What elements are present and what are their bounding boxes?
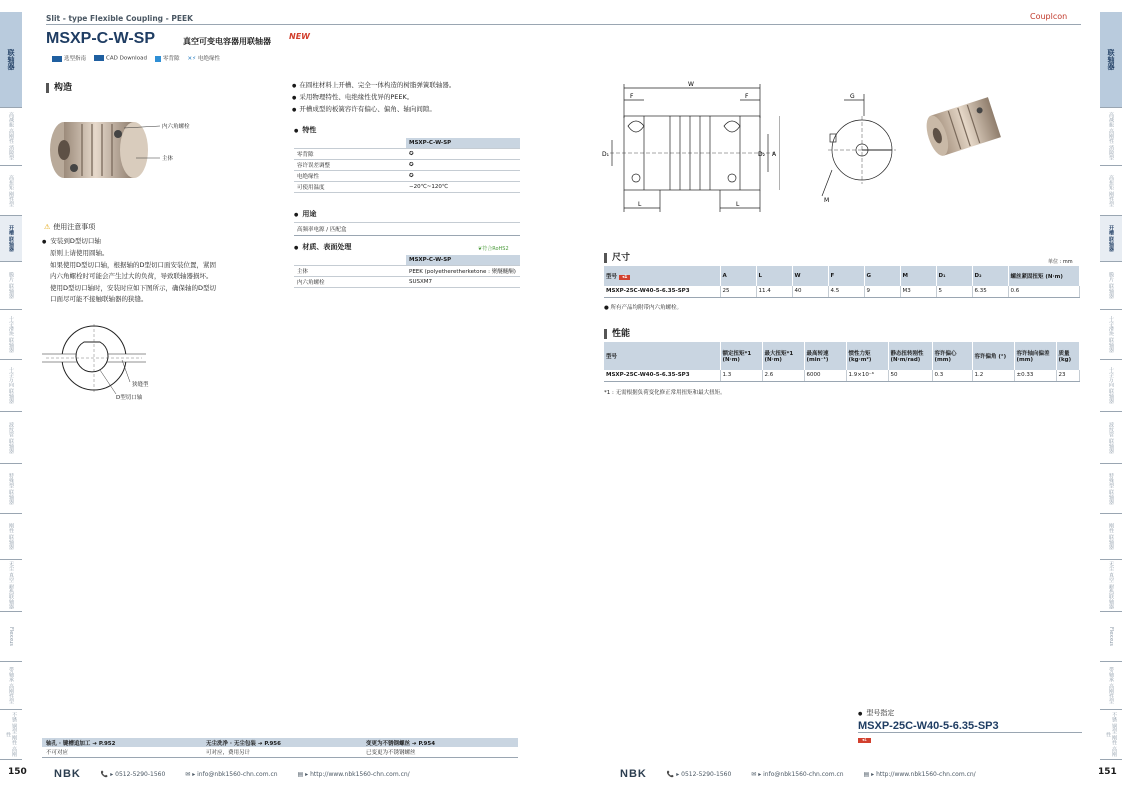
dimensions-title: 尺寸	[604, 250, 630, 263]
coupling-photo	[44, 100, 194, 190]
side-tab[interactable]: 刚性 联轴器	[0, 514, 22, 560]
performance-title: 性能	[604, 326, 630, 339]
structure-section-title: 构造	[46, 80, 72, 93]
side-tab-coupling[interactable]: 联轴器	[0, 12, 22, 108]
dimensions-note: ● 所有产品均附带内六角螺栓。	[604, 305, 683, 311]
dim-F-left: F	[630, 93, 634, 100]
spec-table: MSXP-C-W-SP 零背隙 ✪ 容许误差调整 ✪ 电绝缘性 ✪ 可使用温度 −20℃~120℃	[294, 138, 520, 193]
order-title: ● 型号指定	[858, 708, 894, 718]
side-tab[interactable]: 膜片 联轴器	[0, 262, 22, 310]
caution-head: ● 安装到D型切口轴	[42, 236, 101, 245]
material-table: MSXP-C-W-SP 主体 PEEK (polyetheretherketone : 聚醚醚酮) 内六角螺栓 SUSXM7	[294, 255, 520, 288]
web-icon: ▤ ▸	[863, 770, 877, 778]
table-row: MSXP-25C-W40-5-6.35-SP3 1.3 2.6 6000 1.9×10⁻⁶ 50 0.3 1.2 ±0.33 23	[604, 370, 1080, 381]
dim-L-left: L	[638, 201, 642, 208]
left-footer	[54, 768, 410, 780]
feature-icons-row	[52, 54, 220, 62]
right-footer	[620, 768, 976, 780]
side-tab[interactable]: 无尘 真空 耐热联轴器	[1100, 560, 1122, 612]
side-tab[interactable]: Flexxus	[0, 612, 22, 662]
cad-download-link[interactable]: CAD Download	[94, 55, 147, 62]
use-text: 高频率电源 / 匹配盒	[294, 222, 520, 236]
email-contact[interactable]: ✉ ▸ info@nbk1560-chn.com.cn	[751, 770, 844, 778]
selection-guide-link[interactable]: 选型指南	[52, 54, 86, 62]
table-row: 内六角螺栓 SUSXM7	[294, 276, 520, 287]
right-page-number: 151	[1098, 767, 1117, 777]
left-side-tabs	[0, 0, 22, 793]
rohs-badge: ❦符合RoHS2	[478, 246, 509, 252]
brand-logo: Couplcon	[1030, 12, 1068, 21]
table-row: 电绝缘性 ✪	[294, 170, 520, 181]
side-tab[interactable]: 高减振 高刚性 消隙型	[0, 108, 22, 166]
feature-bullets: ● 在圆柱材料上开槽、完全一体构造的树脂弹簧联轴器。 ● 采用物理特性、电绝缘性优异的PEEK。 ● 开槽成型的板簧容许有偏心、偏角、轴向间隙。	[292, 80, 455, 116]
dim-W: W	[688, 81, 694, 88]
side-tab[interactable]: Flexxus	[1100, 612, 1122, 662]
side-tab-slit[interactable]: 开槽 联轴器	[0, 216, 22, 262]
side-tab[interactable]: 波纹管 联轴器	[1100, 412, 1122, 464]
dim-M: M	[824, 197, 830, 204]
product-photo	[922, 92, 1006, 162]
side-tab[interactable]: 十字万向 联轴器	[1100, 360, 1122, 412]
dim-D2: D₂	[758, 151, 766, 158]
spec-title: ● 特性	[294, 125, 316, 135]
side-tab[interactable]: 带轴承 高刚性型	[1100, 662, 1122, 710]
dim-F-right: F	[745, 93, 749, 100]
options-table	[42, 738, 518, 758]
table-row: MSXP-25C-W40-5-6.35-SP3 25 11.4 40 4.5 9 M3 5 6.35 0.6	[604, 286, 1080, 297]
side-tab[interactable]: 十字滑块 联轴器	[0, 310, 22, 360]
side-tab-slit[interactable]: 开槽 联轴器	[1100, 216, 1122, 262]
side-tab-coupling[interactable]: 联轴器	[1100, 12, 1122, 108]
caution-title: ⚠ 使用注意事项	[44, 223, 96, 231]
header-divider	[46, 24, 1081, 25]
side-tab[interactable]: 带轴承 高刚性型	[0, 662, 22, 710]
new-badge: NEW	[289, 32, 310, 41]
option-cleaning: 无尘洗净 · 无尘包装 ➔ P.956 可对应，费用另计	[202, 738, 362, 758]
dim-L-right: L	[736, 201, 740, 208]
side-tab[interactable]: 不锈 钢型 刚性 高刚性	[0, 710, 22, 760]
cad-badge-icon: ◂1	[858, 738, 871, 743]
series-subtitle: Slit - type Flexible Coupling - PEEK	[46, 14, 193, 23]
side-view-drawing	[600, 78, 780, 218]
use-title: ● 用途	[294, 209, 316, 219]
right-side-tabs	[1100, 0, 1122, 793]
phone-contact[interactable]: 📞 ▸ 0512-5290-1560	[100, 770, 166, 778]
material-title: ● 材质、表面处理	[294, 242, 351, 252]
label-body: 主体	[162, 156, 174, 162]
option-keyway: 轴孔 · 键槽追加工 ➔ P.952 不可对应	[42, 738, 202, 758]
doc-icon	[52, 56, 62, 62]
mail-icon: ✉ ▸	[185, 770, 198, 778]
side-tab[interactable]: 特殊型 联轴器	[0, 464, 22, 514]
side-tab[interactable]: 十字万向 联轴器	[0, 360, 22, 412]
nbk-logo: NBK	[54, 768, 81, 780]
dim-A: A	[772, 151, 777, 158]
side-tab[interactable]: 十字滑块 联轴器	[1100, 310, 1122, 360]
table-row: 零背隙 ✪	[294, 148, 520, 159]
model-description: 真空可变电容器用联轴器	[183, 37, 271, 46]
web-icon: ▤ ▸	[297, 770, 311, 778]
zero-backlash-icon	[155, 56, 161, 62]
side-tab[interactable]: 无尘 真空 耐热联轴器	[0, 560, 22, 612]
zero-backlash-badge: 零背隙	[155, 54, 180, 62]
insulation-icon: ✕⚡	[187, 56, 196, 62]
insulation-badge: ✕⚡ 电绝缘性	[187, 56, 220, 62]
web-contact[interactable]: ▤ ▸ http://www.nbk1560-chn.com.cn/	[297, 770, 410, 778]
side-tab[interactable]: 膜片 联轴器	[1100, 262, 1122, 310]
label-hex-bolt: 内六角螺栓	[162, 124, 190, 130]
leaf-icon: ❦	[478, 246, 483, 252]
warning-icon: ⚠	[44, 223, 51, 231]
unit-label: 单位 : mm	[1048, 259, 1073, 265]
side-tab[interactable]: 刚性 联轴器	[1100, 514, 1122, 560]
dcut-shaft-diagram	[42, 320, 152, 400]
left-page-number: 150	[8, 767, 27, 777]
email-contact[interactable]: ✉ ▸ info@nbk1560-chn.com.cn	[185, 770, 278, 778]
model-title: MSXP-C-W-SP	[46, 30, 156, 47]
label-slit-type: 狭缝型	[132, 382, 149, 388]
phone-contact[interactable]: 📞 ▸ 0512-5290-1560	[666, 770, 732, 778]
nbk-logo: NBK	[620, 768, 647, 780]
side-tab[interactable]: 波纹管 联轴器	[0, 412, 22, 464]
side-tab[interactable]: 高扭矩 刚性型	[0, 166, 22, 216]
cad-icon	[94, 55, 104, 61]
option-stainless-screw: 变更为不锈钢螺丝 ➔ P.954 已变更为不锈钢螺丝	[362, 738, 518, 758]
mail-icon: ✉ ▸	[751, 770, 764, 778]
table-row: 主体 PEEK (polyetheretherketone : 聚醚醚酮)	[294, 265, 520, 276]
label-dcut-shaft: D型切口轴	[116, 395, 143, 401]
dim-D1: D₁	[602, 151, 610, 158]
phone-icon: 📞 ▸	[666, 770, 682, 778]
side-tab[interactable]: 高扭矩 刚性型	[1100, 166, 1122, 216]
side-tab[interactable]: 特殊型 联轴器	[1100, 464, 1122, 514]
table-row: 可使用温度 −20℃~120℃	[294, 181, 520, 192]
performance-note: *1 : 无需根据负荷变化修正常用扭矩和最大扭矩。	[604, 390, 726, 396]
dim-G: G	[850, 93, 855, 100]
caution-text: 原则上请使用圆轴。 如果使用D型切口轴，根据轴的D型切口面安装位置，紧固 内六角螺栓时可能会产生过大的负荷，导致联轴器损坏。 使用D型切口轴时，安装时应如下图所示，确保轴的D型切 口面尽可能不接触联轴器的狭缝。	[50, 249, 217, 303]
side-tab[interactable]: 高减振 高刚性 消隙型	[1100, 108, 1122, 166]
cad-badge-icon: ◂1	[619, 275, 630, 280]
table-row: 容许误差调整 ✪	[294, 159, 520, 170]
side-tab[interactable]: 不锈 钢型 刚性 高刚性	[1100, 710, 1122, 760]
performance-table: 型号 额定扭矩*1 (N·m) 最大扭矩*1 (N·m) 最高转速 (min⁻¹) 惯性力矩 (kg·m²) 静态扭转刚性 (N·m/rad) 容许偏心 (mm) 容许偏角 (°) 容许轴向偏差 (mm) 质量 (kg) MSXP-25C-W40-5-6.35-SP3 1.3 2.6 6000 1.9×10⁻⁶ 50 0.3 1.2 ±0.33 23	[604, 342, 1080, 382]
phone-icon: 📞 ▸	[100, 770, 116, 778]
web-contact[interactable]: ▤ ▸ http://www.nbk1560-chn.com.cn/	[863, 770, 976, 778]
end-view-drawing	[818, 88, 898, 208]
order-model: MSXP-25C-W40-5-6.35-SP3	[858, 720, 1082, 733]
dimensions-table: 型号 ◂1 A L W F G M D₁ D₂ 螺丝紧固扭矩 (N·m) MSXP-25C-W40-5-6.35-SP3 25 11.4 40 4.5 9 M3 5 6.35 0.6	[604, 266, 1080, 298]
